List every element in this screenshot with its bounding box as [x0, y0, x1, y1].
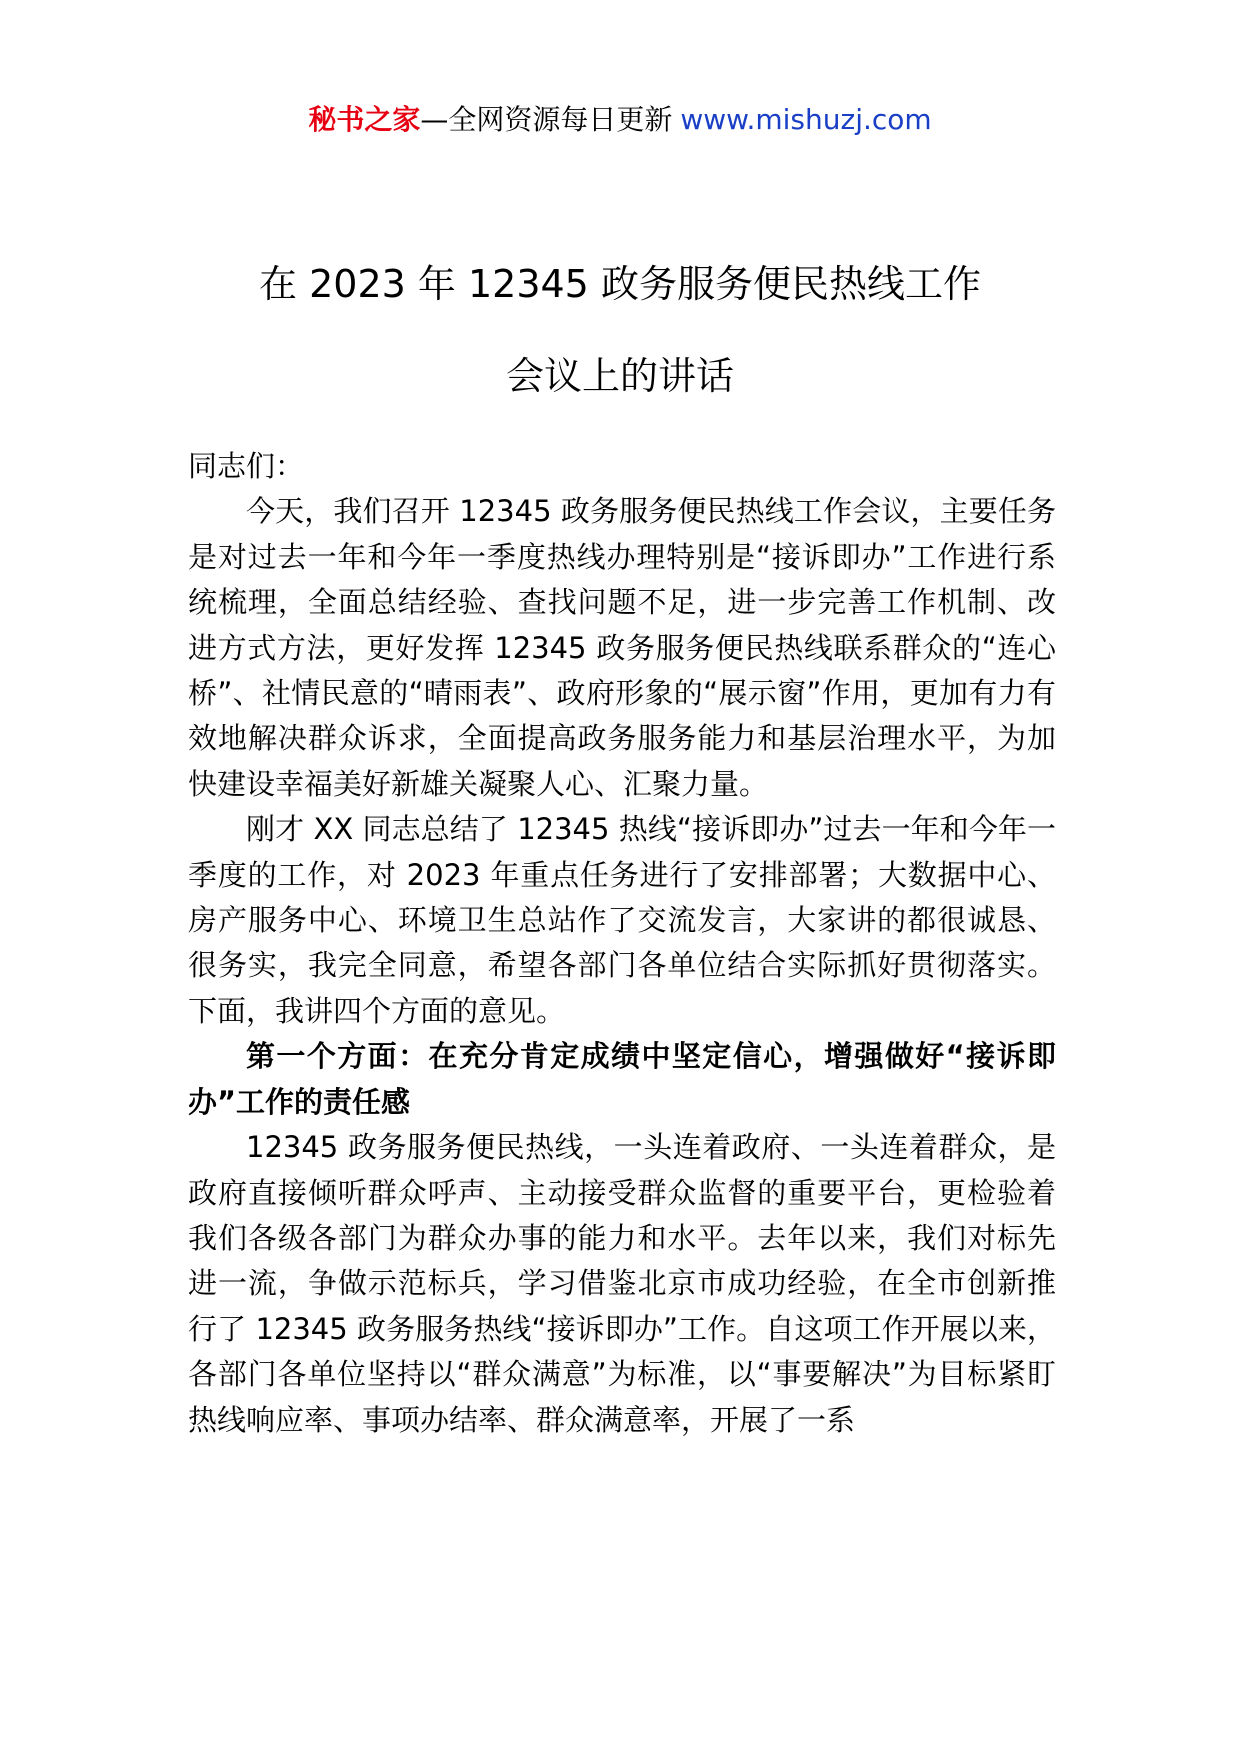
document-body [188, 444, 1056, 1443]
site-url-link[interactable]: www.mishuzj.com [680, 103, 932, 136]
title-line-1: 在 2023 年 12345 政务服务便民热线工作 [259, 262, 981, 306]
header-tagline: —全网资源每日更新 [420, 103, 673, 136]
section-heading: 第一个方面：在充分肯定成绩中坚定信心，增强做好“接诉即办”工作的责任感 [188, 1039, 1056, 1119]
salutation: 同志们： [188, 449, 305, 483]
paragraph-2: 刚才 XX 同志总结了 12345 热线“接诉即办”过去一年和今年一季度的工作，对 2023 年重点任务进行了安排部署；大数据中心、房产服务中心、环境卫生总站作了交流发言，大家讲的都很诚恳、很务实，我完全同意，希望各部门各单位结合实际抓好贯彻落实。下面，我讲四个方面的意见。 [188, 812, 1056, 1028]
section-paragraph: 12345 政务服务便民热线，一头连着政府、一头连着群众，是政府直接倾听群众呼声、主动接受群众监督的重要平台，更检验着我们各级各部门为群众办事的能力和水平。去年以来，我们对标先进一流，争做示范标兵，学习借鉴北京市成功经验，在全市创新推行了 12345 政务服务热线“接诉即办”工作。自这项工作开展以来，各部门各单位坚持以“群众满意”为标准，以“事要解决”为目标紧盯热线响应率、事项办结率、群众满意率，开展了一系 [188, 1130, 1056, 1437]
brand-name: 秘书之家 [308, 103, 421, 136]
title-line-2: 会议上的讲话 [505, 354, 734, 398]
header-banner [0, 100, 1240, 140]
paragraph-1: 今天，我们召开 12345 政务服务便民热线工作会议，主要任务是对过去一年和今年一季度热线办理特别是“接诉即办”工作进行系统梳理，全面总结经验、查找问题不足，进一步完善工作机制、改进方式方法，更好发挥 12345 政务服务便民热线联系群众的“连心桥”、社情民意的“晴雨表”、政府形象的“展示窗”作用，更加有力有效地解决群众诉求，全面提高政务服务能力和基层治理水平，为加快建设幸福美好新雄关凝聚人心、汇聚力量。 [188, 494, 1056, 801]
document-title [140, 238, 1100, 422]
